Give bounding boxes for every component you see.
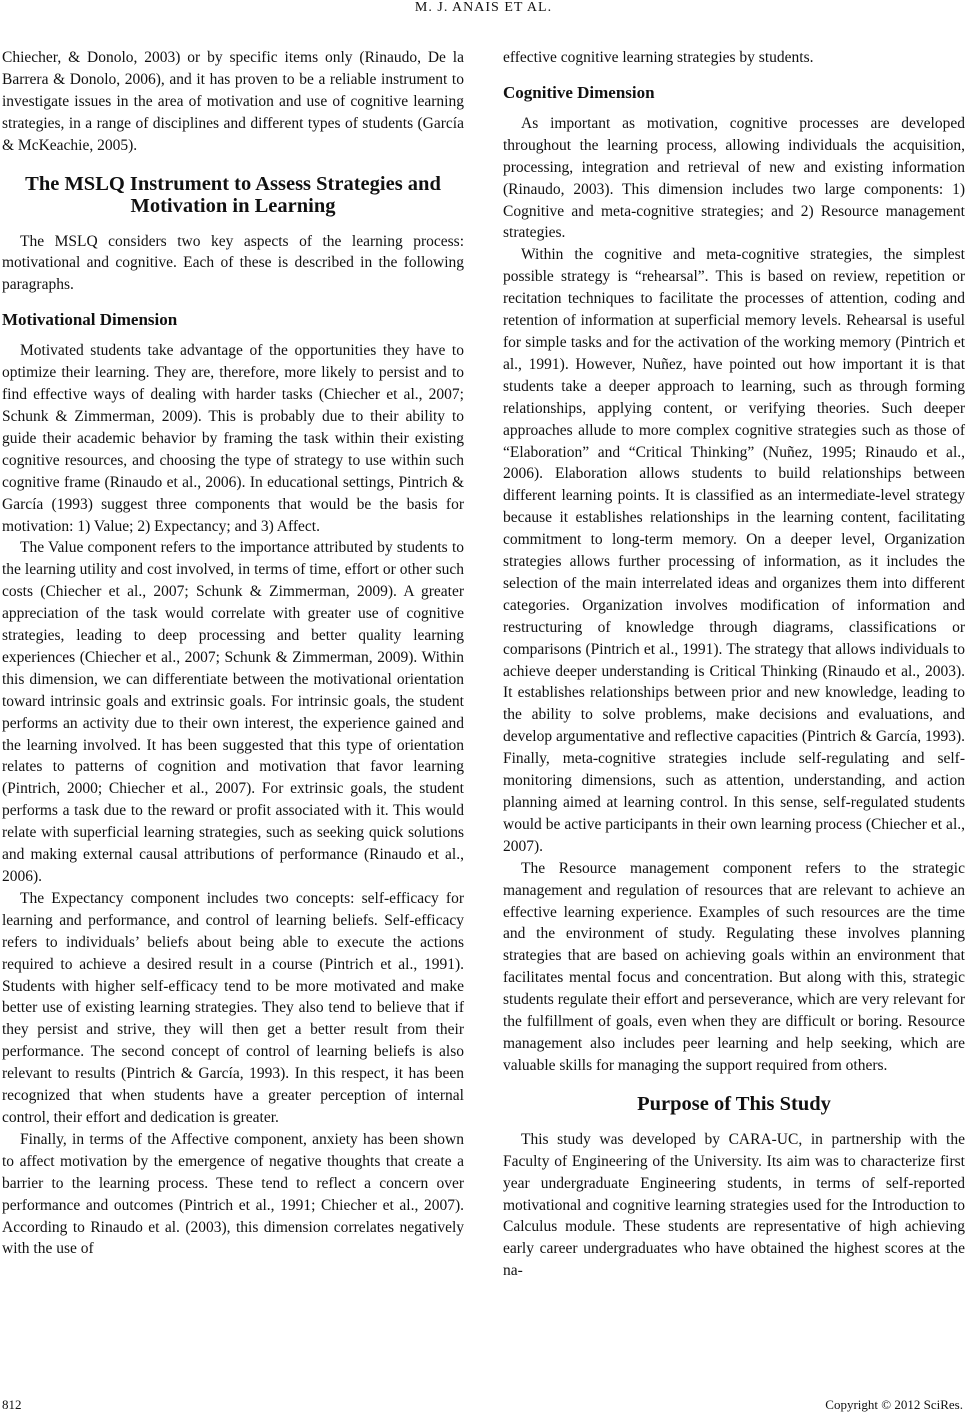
paragraph: The MSLQ considers two key aspects of the learning process: motivational and cognitive. Each of these is described in the following paragraphs. bbox=[2, 232, 464, 294]
copyright-notice: Copyright © 2012 SciRes. bbox=[825, 1397, 963, 1412]
paragraph: The Resource management component refers to the strategic management and regulation of resources that are relevant to achieve an effective learning experience. Examples of such resources are the time and the environment of study. Regulating these involves planning strategies that are based on achieving goals within an environment that facilitates mental focus and concentration. But along with this, strategic students regulate their effort and perseverance, which are very relevant for the fulfillment of goals, even when they are difficult or boring. Resource management also includes peer learning and help seeking, which are valuable skills for managing the support required from others. bbox=[503, 859, 965, 1074]
subsection-heading-motivational: Motivational Dimension bbox=[2, 310, 178, 330]
paragraph: effective cognitive learning strategies by students. bbox=[503, 49, 814, 66]
section-heading-purpose: Purpose of This Study bbox=[637, 1092, 831, 1115]
subsection-heading-cognitive: Cognitive Dimension bbox=[503, 82, 655, 102]
right-column bbox=[503, 47, 965, 1282]
section-heading-mslq: The MSLQ Instrument to Assess Strategies and Motivation in Learning bbox=[25, 172, 441, 217]
paragraph: Chiecher, & Donolo, 2003) or by specific items only (Rinaudo, De la Barrera & Donolo, 2006), and it has proven to be a reliable instrument to investigate issues in the area of motivation and use of cognitive learning strategies, in a range of disciplines and different types of students (García & McKeachie, 2005). bbox=[2, 49, 464, 154]
paragraph: Within the cognitive and meta-cognitive strategies, the simplest possible strategy is “rehearsal”. This is based on review, repetition or recitation techniques to facilitate the processes of attention, coding and retention of information at superficial memory levels. Rehearsal is useful for simple tasks and for the activation of the working memory (Pintrich et al., 1991). However, Nuñez, have pointed out how important it is that students take a deeper approach to learning, such as through forming relationships, applying content, or verifying theories. Such deeper approaches allude to more complex cognitive strategies such as those of “Elaboration” and “Critical Thinking” (Nuñez, 1995; Rinaudo et al., 2006). Elaboration allows students to build relationships between different learning points. It is classified as an intermediate-level strategy because it establishes relationships in the learning content, facilitating commitment to long-term memory. On a deeper level, Organization strategies allows further processing of information, as it includes the selection of the main interrelated ideas and organizes them into different categories. Organization involves modification of information and restructuring of knowledge through diagrams, classifications or comparisons (Pintrich et al., 1991). The strategy that allows individuals to achieve deeper understanding is Critical Thinking (Rinaudo et al., 2003). It establishes relationships between prior and new knowledge, leading to the ability to solve problems, make decisions and evaluations, and develop argumentative and reflective capacities (Pintrich & García, 1993). Finally, meta-cognitive strategies include self-regulating and self-monitoring dimensions, such as attention, understanding, and action planning aimed at learning control. In this sense, self-regulated students would be active participants in their own learning process (Chiecher et al., 2007). bbox=[503, 246, 965, 855]
left-column bbox=[2, 47, 464, 1260]
paragraph: This study was developed by CARA-UC, in partnership with the Faculty of Engineering of the University. Its aim was to characterize first year undergraduate Engineering students, in terms of self-reported motivational and cognitive learning strategies used for the Introduction to Calculus module. These students are representative of high achieving early career undergraduates who have obtained the highest scores at the na- bbox=[503, 1130, 965, 1280]
paragraph: The Expectancy component includes two concepts: self-efficacy for learning and performance, and control of learning beliefs. Self-efficacy refers to individuals’ beliefs about being able to execute the actions required to achieve a desired result in a course (Pintrich et al., 1991). Students with higher self-efficacy tend to be more motivated and make better use of existing learning strategies. They also tend to believe that if they persist and strive, they will then get a better result from their performance. The second concept of control of learning beliefs is also relevant to results (Pintrich & García, 1993). In this respect, it has been recognized that when students have a greater perception of internal control, their effort and dedication is greater. bbox=[2, 889, 464, 1126]
paragraph: Motivated students take advantage of the opportunities they have to optimize their learning. They are, therefore, more likely to persist and to find effective ways of dealing with harder tasks (Chiecher et al., 2007; Schunk & Zimmerman, 2009). This is probably due to their ability to guide their academic behavior by framing the task within their existing cognitive resources, and choosing the type of strategy to use within such cognitive frame (Rinaudo et al., 2006). In educational settings, Pintrich & García (1993) suggest three components that would be the basis for motivation: 1) Value; 2) Expectancy; and 3) Affect. bbox=[2, 342, 464, 535]
paragraph: The Value component refers to the importance attributed by students to the learning utility and cost involved, in terms of time, effort or other such costs (Chiecher et al., 2007; Schunk & Zimmerman, 2009). A greater appreciation of the task would correlate with greater use of cognitive strategies, leading to deep processing and better quality learning experiences (Chiecher et al., 2007; Schunk & Zimmerman, 2009). Within this dimension, we can differentiate between the motivational orientation toward intrinsic goals and extrinsic goals. For intrinsic goals, the student performs an activity due to their own interest, the experience gained and the learning involved. It has been suggested that this type of orientation relates to patterns of cognition and motivation that favor learning (Pintrich, 2000; Chiecher et al., 2007). For extrinsic goals, the student performs a task due to the reward or profit associated with it. This would relate with superficial learning strategies, such as seeking quick solutions and making external causal attributions of performance (Rinaudo et al., 2006). bbox=[2, 539, 464, 885]
paragraph: Finally, in terms of the Affective component, anxiety has been shown to affect motivation by the emergence of negative thoughts that create a barrier to the learning process. These tend to reflect a concern over performance and outcomes (Pintrich et al., 1991; Chiecher et al., 2007). According to Rinaudo et al. (2003), this dimension correlates negatively with the use of bbox=[2, 1130, 464, 1258]
page-number: 812 bbox=[2, 1397, 22, 1412]
running-head: M. J. ANAIS ET AL. bbox=[414, 0, 553, 15]
paragraph: As important as motivation, cognitive processes are developed throughout the learning process, allowing individuals the acquisition, processing, integration and retrieval of new and existing information (Rinaudo, 2003). This dimension includes two large components: 1) Cognitive and meta-cognitive strategies; and 2) Resource management strategies. bbox=[503, 114, 965, 242]
